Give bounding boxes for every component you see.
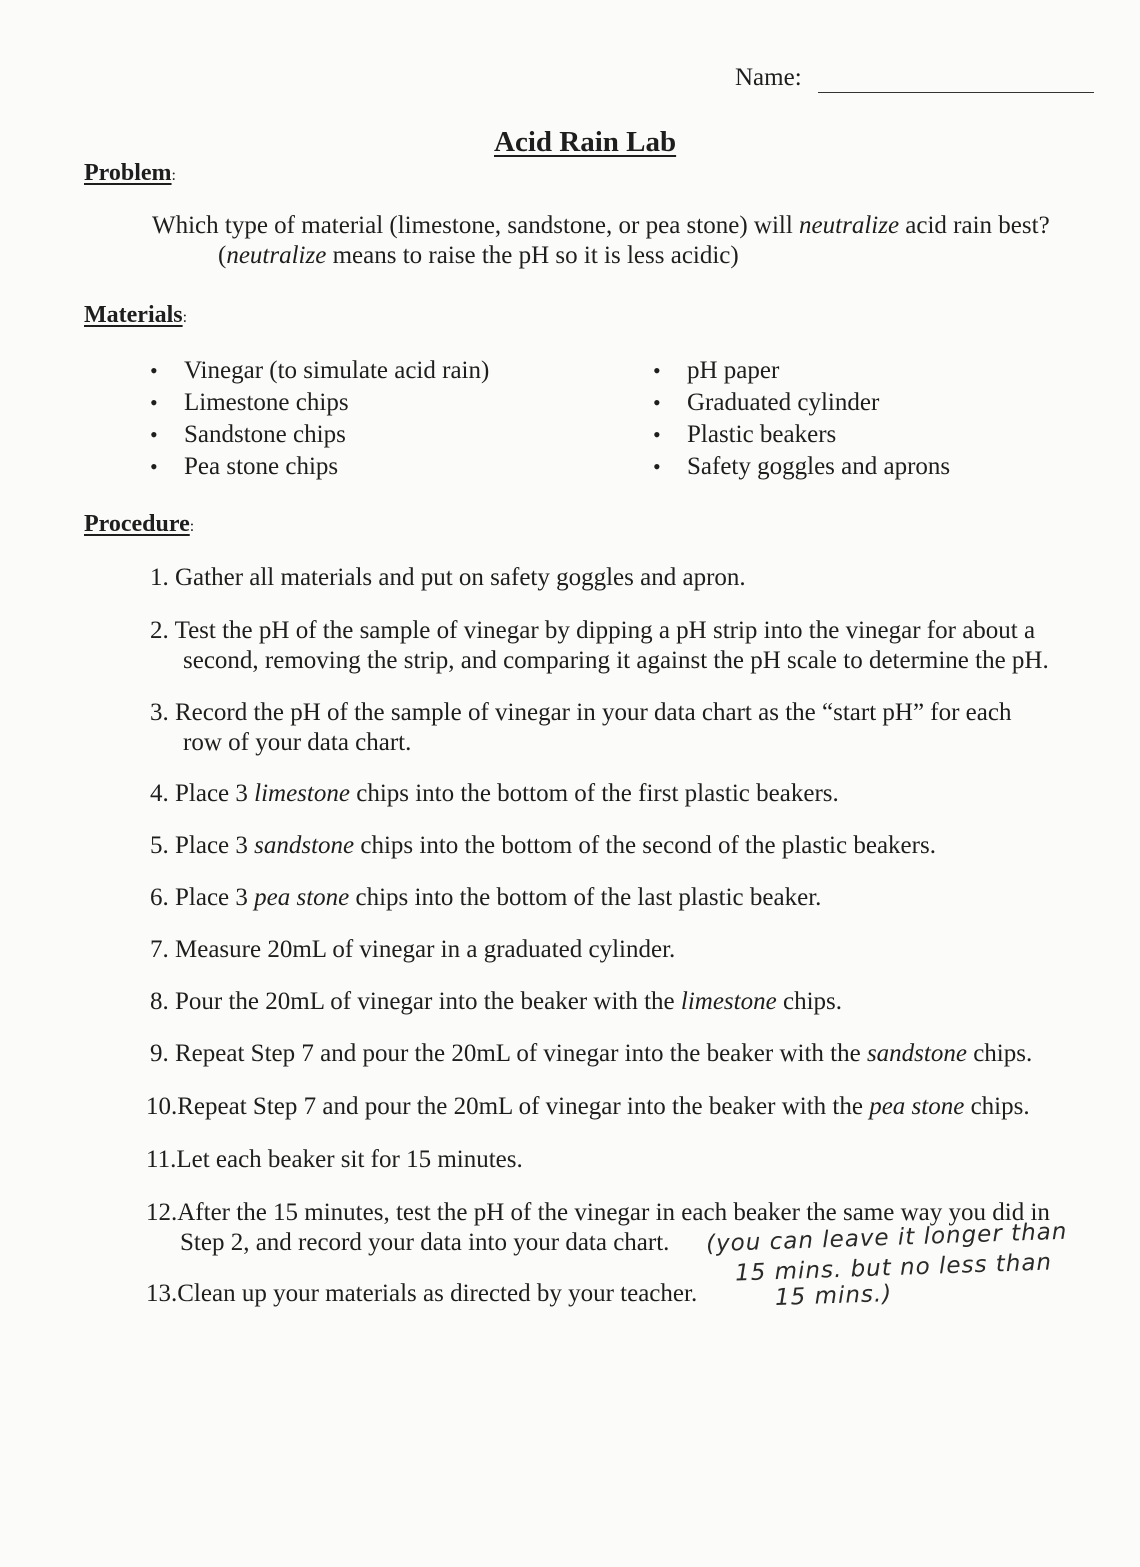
material-item-text: Sandstone chips xyxy=(184,421,346,448)
handwritten-note-line-2: 15 mins. but no less than xyxy=(734,1249,1053,1287)
step-text-post: chips. xyxy=(776,988,842,1015)
step-text-em: sandstone xyxy=(254,832,355,859)
material-item-text: Vinegar (to simulate acid rain) xyxy=(184,357,490,384)
step-text-post: chips into the bottom of the first plastic beakers. xyxy=(349,780,839,807)
bullet-icon: • xyxy=(150,358,158,383)
problem-note-open: ( xyxy=(218,242,227,269)
step-text-em: limestone xyxy=(254,780,350,807)
step-text-pre: Repeat Step 7 and pour the 20mL of vinegar into the beaker with the xyxy=(175,1040,867,1067)
material-item-text: Plastic beakers xyxy=(687,421,837,448)
problem-note xyxy=(218,242,739,270)
procedure-heading-text: Procedure xyxy=(84,511,190,537)
material-item xyxy=(150,356,489,388)
material-item xyxy=(653,452,950,484)
step-text-post: chips into the bottom of the second of the plastic beakers. xyxy=(354,832,936,859)
handwritten-note-line-1: (you can leave it longer than xyxy=(705,1218,1068,1258)
material-item xyxy=(653,356,950,388)
procedure-step-2 xyxy=(150,616,1035,646)
problem-heading-text: Problem xyxy=(84,160,172,186)
problem-note-post: means to raise the pH so it is less acidic) xyxy=(326,242,739,269)
bullet-icon: • xyxy=(150,390,158,415)
step-text-post: chips. xyxy=(964,1093,1030,1120)
procedure-step-12-line-2 xyxy=(180,1228,669,1258)
step-text: Record the pH of the sample of vinegar in your data chart as the “start pH” for each xyxy=(175,699,1012,726)
problem-heading xyxy=(84,160,176,187)
step-number: 9. xyxy=(150,1040,169,1067)
step-text-em: sandstone xyxy=(866,1040,967,1067)
problem-question-post: acid rain best? xyxy=(899,212,1050,239)
materials-heading xyxy=(84,302,187,329)
materials-list-right xyxy=(653,356,950,484)
step-number: 7. xyxy=(150,936,169,963)
materials-heading-text: Materials xyxy=(84,302,183,328)
step-number: 4. xyxy=(150,780,169,807)
step-text: Clean up your materials as directed by your teacher. xyxy=(177,1280,698,1307)
step-number: 11. xyxy=(146,1146,177,1173)
procedure-step-7 xyxy=(150,935,675,965)
step-text-pre: Place 3 xyxy=(175,884,255,911)
procedure-step-9 xyxy=(150,1039,1032,1069)
step-number: 12. xyxy=(146,1199,178,1226)
material-item xyxy=(150,388,489,420)
problem-question-em: neutralize xyxy=(799,212,900,239)
procedure-step-10 xyxy=(146,1092,1030,1122)
step-number: 2. xyxy=(150,617,169,644)
procedure-heading-colon: : xyxy=(189,518,195,535)
step-number: 5. xyxy=(150,832,169,859)
step-text-em: limestone xyxy=(680,988,777,1015)
step-number: 3. xyxy=(150,699,169,726)
step-text: Gather all materials and put on safety goggles and apron. xyxy=(175,564,746,591)
bullet-icon: • xyxy=(150,422,158,447)
step-text-post: chips. xyxy=(966,1040,1033,1067)
step-text-post: chips into the bottom of the last plastic beaker. xyxy=(349,884,822,911)
materials-heading-colon: : xyxy=(182,309,188,326)
material-item xyxy=(150,420,489,452)
material-item xyxy=(653,388,950,420)
step-text-em: pea stone xyxy=(254,884,350,911)
bullet-icon: • xyxy=(653,390,661,415)
bullet-icon: • xyxy=(150,454,158,479)
name-label: Name: xyxy=(735,64,802,91)
material-item-text: Safety goggles and aprons xyxy=(687,453,951,480)
procedure-step-13 xyxy=(146,1279,697,1309)
procedure-step-3-line-2 xyxy=(183,728,411,758)
procedure-heading xyxy=(84,511,194,538)
material-item xyxy=(150,452,489,484)
step-text: Test the pH of the sample of vinegar by dipping a pH strip into the vinegar for about a xyxy=(174,617,1036,644)
procedure-step-8 xyxy=(150,987,842,1017)
step-text-pre: Place 3 xyxy=(175,832,255,859)
step-text: row of your data chart. xyxy=(183,729,412,756)
name-blank-line[interactable] xyxy=(818,92,1094,93)
material-item-text: Graduated cylinder xyxy=(687,389,880,416)
procedure-step-11 xyxy=(146,1145,523,1175)
step-number: 6. xyxy=(150,884,169,911)
bullet-icon: • xyxy=(653,358,661,383)
step-text: Measure 20mL of vinegar in a graduated cylinder. xyxy=(175,936,676,963)
material-item-text: Limestone chips xyxy=(184,389,349,416)
step-text: After the 15 minutes, test the pH of the vinegar in each beaker the same way you did in xyxy=(177,1199,1050,1226)
material-item-text: pH paper xyxy=(687,357,780,384)
material-item xyxy=(653,420,950,452)
bullet-icon: • xyxy=(653,454,661,479)
procedure-step-1 xyxy=(150,563,746,593)
procedure-step-5 xyxy=(150,831,936,861)
problem-heading-colon: : xyxy=(171,167,176,184)
step-text: Let each beaker sit for 15 minutes. xyxy=(176,1146,523,1173)
step-text-pre: Pour the 20mL of vinegar into the beaker with the xyxy=(175,988,681,1015)
step-text: Step 2, and record your data into your data chart. xyxy=(180,1229,670,1256)
step-text: second, removing the strip, and comparing it against the pH scale to determine the pH. xyxy=(183,647,1049,674)
procedure-step-3 xyxy=(150,698,1011,728)
step-number: 8. xyxy=(150,988,169,1015)
procedure-step-4 xyxy=(150,779,839,809)
problem-question xyxy=(152,212,1050,240)
materials-list-left xyxy=(150,356,489,484)
procedure-step-6 xyxy=(150,883,821,913)
problem-question-pre: Which type of material (limestone, sandstone, or pea stone) will xyxy=(152,212,800,239)
handwritten-note-line-3: 15 mins.) xyxy=(774,1280,893,1312)
step-number: 10. xyxy=(146,1093,178,1120)
material-item-text: Pea stone chips xyxy=(184,453,339,480)
step-number: 13. xyxy=(146,1280,178,1307)
procedure-step-2-line-2 xyxy=(183,646,1049,676)
step-number: 1. xyxy=(150,564,169,591)
bullet-icon: • xyxy=(653,422,661,447)
page-title: Acid Rain Lab xyxy=(494,126,677,158)
step-text-em: pea stone xyxy=(869,1093,965,1120)
step-text-pre: Place 3 xyxy=(175,780,255,807)
step-text-pre: Repeat Step 7 and pour the 20mL of vinegar into the beaker with the xyxy=(177,1093,870,1120)
problem-note-em: neutralize xyxy=(226,242,327,269)
